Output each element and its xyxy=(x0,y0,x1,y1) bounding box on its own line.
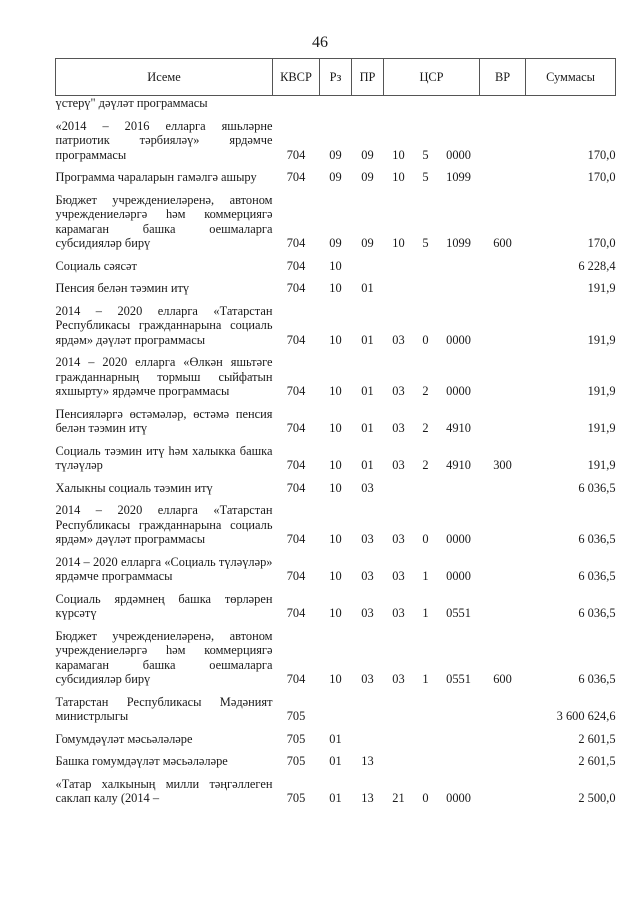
row-spacer-cell xyxy=(56,111,616,119)
row-spacer-cell xyxy=(56,399,616,407)
table-row xyxy=(56,170,616,185)
row-vr xyxy=(480,732,526,747)
row-spacer-cell xyxy=(56,251,616,259)
row-csr-subprogram: 5 xyxy=(422,236,429,250)
row-vr: 300 xyxy=(493,458,512,472)
row-name: 2014 – 2020 елларга «Татарстан Республикасы гражданнарына социаль ярдәм» дәүләт программасы xyxy=(55,503,273,546)
row-vr xyxy=(480,754,526,769)
row-name: Бюджет учреждениеләренә, автоном учреждениеләргә һәм коммерциягә карамаган башка оешмаларга субсидияләр бирү xyxy=(55,192,273,250)
row-pr xyxy=(352,695,384,724)
row-kvsr: 704 xyxy=(286,532,306,546)
table-row xyxy=(56,629,616,687)
row-kvsr: 704 xyxy=(286,281,306,295)
row-csr-direction: 4910 xyxy=(446,421,471,435)
row-kvsr: 704 xyxy=(286,569,306,583)
header-sum: Суммасы xyxy=(526,59,616,96)
row-csr-program: 03 xyxy=(392,421,405,435)
row-kvsr: 705 xyxy=(286,754,306,768)
table-row xyxy=(56,503,616,547)
row-vr xyxy=(480,119,526,163)
row-kvsr: 704 xyxy=(286,258,306,273)
row-vr xyxy=(480,355,526,399)
row-spacer-cell xyxy=(56,584,616,592)
row-kvsr: 704 xyxy=(286,480,306,495)
row-kvsr: 704 xyxy=(286,384,306,398)
row-name: Социаль ярдәмнең башка төрләрен күрсәтү xyxy=(55,591,273,620)
row-csr-subprogram: 5 xyxy=(422,170,429,184)
row-spacer-cell xyxy=(56,746,616,754)
row-rz: 10 xyxy=(329,332,342,347)
row-sum: 170,0 xyxy=(587,236,616,250)
row-csr-subprogram: 5 xyxy=(422,147,429,162)
row-sum: 170,0 xyxy=(587,147,616,162)
row-pr: 01 xyxy=(361,332,374,347)
row-name: Социаль тәэмин итү һәм халыкка башка түләүләр xyxy=(55,443,273,472)
row-name: 2014 – 2020 елларга «Татарстан Республикасы гражданнарына социаль ярдәм» дәүләт программасы xyxy=(55,303,273,347)
row-spacer xyxy=(56,111,616,119)
row-csr-program: 03 xyxy=(392,569,405,583)
row-vr xyxy=(480,695,526,724)
row-pr: 13 xyxy=(361,791,374,805)
row-spacer-cell xyxy=(56,687,616,695)
row-rz: 09 xyxy=(329,170,342,184)
row-csr-direction: 4910 xyxy=(446,458,471,472)
table-row xyxy=(56,193,616,251)
row-sum: 2 500,0 xyxy=(578,791,616,805)
row-csr-program: 10 xyxy=(392,147,405,162)
row-sum: 3 600 624,6 xyxy=(556,709,616,723)
row-sum: 191,9 xyxy=(587,281,616,295)
table-row xyxy=(56,754,616,769)
header-name: Исеме xyxy=(56,59,273,96)
row-vr xyxy=(480,555,526,584)
row-spacer xyxy=(56,436,616,444)
row-name: Социаль сәясәт xyxy=(55,258,137,273)
row-spacer-cell xyxy=(56,162,616,170)
row-rz: 10 xyxy=(329,672,342,686)
row-csr-subprogram: 0 xyxy=(422,532,429,546)
row-pr: 03 xyxy=(361,532,374,546)
row-sum: 170,0 xyxy=(587,170,616,184)
table-row xyxy=(56,96,616,111)
header-rz: Рз xyxy=(320,59,352,96)
row-csr-direction xyxy=(438,281,480,296)
row-pr: 03 xyxy=(361,569,374,583)
row-spacer xyxy=(56,347,616,355)
row-pr: 09 xyxy=(361,236,374,250)
row-spacer-cell xyxy=(56,347,616,355)
table-row xyxy=(56,777,616,806)
row-sum: 6 228,4 xyxy=(578,258,616,273)
row-rz: 10 xyxy=(329,458,342,472)
row-kvsr: 704 xyxy=(286,332,306,347)
row-spacer xyxy=(56,584,616,592)
row-spacer-cell xyxy=(56,724,616,732)
row-rz: 01 xyxy=(329,754,342,768)
row-name: 2014 – 2020 елларга «Өлкән яшьтәге гражданнарның тормыш сыйфатын яхшырту» ярдәмче программасы xyxy=(55,355,273,398)
row-sum: 191,9 xyxy=(587,421,616,435)
row-name: Пенсия белән тәэмин итү xyxy=(55,281,190,295)
row-pr xyxy=(352,732,384,747)
table-header-row xyxy=(56,59,616,96)
row-kvsr: 704 xyxy=(286,672,306,686)
row-csr-subprogram xyxy=(414,481,438,496)
row-kvsr: 704 xyxy=(286,606,306,620)
row-csr-subprogram xyxy=(414,695,438,724)
row-sum: 191,9 xyxy=(587,384,616,398)
page-number: 46 xyxy=(312,34,328,51)
row-csr-direction: 0000 xyxy=(446,332,471,347)
row-csr-direction: 0000 xyxy=(446,384,471,398)
row-kvsr: 704 xyxy=(286,147,306,162)
row-spacer xyxy=(56,473,616,481)
row-pr xyxy=(352,96,384,111)
table-row xyxy=(56,592,616,621)
row-csr-direction: 0000 xyxy=(446,791,471,805)
row-spacer xyxy=(56,399,616,407)
row-spacer xyxy=(56,251,616,259)
row-csr-direction: 0000 xyxy=(446,532,471,546)
row-csr-direction: 0551 xyxy=(446,672,471,686)
row-spacer-cell xyxy=(56,436,616,444)
row-spacer xyxy=(56,724,616,732)
row-spacer-cell xyxy=(56,185,616,193)
row-spacer-cell xyxy=(56,296,616,304)
row-csr-program xyxy=(384,695,414,724)
row-spacer xyxy=(56,162,616,170)
row-pr: 09 xyxy=(361,170,374,184)
row-kvsr: 705 xyxy=(286,709,306,723)
row-kvsr: 705 xyxy=(286,791,306,805)
row-csr-program: 10 xyxy=(392,236,405,250)
row-pr: 09 xyxy=(361,147,374,162)
row-csr-direction: 0000 xyxy=(446,147,471,162)
table-body xyxy=(56,96,616,806)
row-name: үстерү" дәүләт программасы xyxy=(55,96,208,110)
row-csr-subprogram xyxy=(414,281,438,296)
row-pr: 13 xyxy=(361,754,374,768)
row-csr-subprogram: 2 xyxy=(422,458,429,472)
row-csr-subprogram xyxy=(414,732,438,747)
row-rz: 10 xyxy=(329,532,342,546)
row-csr-subprogram xyxy=(414,754,438,769)
row-sum: 6 036,5 xyxy=(578,672,616,686)
row-csr-direction: 1099 xyxy=(446,236,471,250)
row-rz: 10 xyxy=(329,606,342,620)
row-csr-subprogram: 2 xyxy=(422,384,429,398)
header-pr: ПР xyxy=(352,59,384,96)
row-csr-direction: 0000 xyxy=(446,569,471,583)
row-sum: 2 601,5 xyxy=(578,731,616,746)
row-sum: 2 601,5 xyxy=(578,754,616,768)
row-sum: 191,9 xyxy=(587,458,616,472)
row-rz: 10 xyxy=(329,281,342,295)
row-name: Гомумдәүләт мәсьәләләре xyxy=(55,731,193,746)
row-csr-subprogram: 0 xyxy=(422,332,429,347)
row-name: Бюджет учреждениеләренә, автоном учреждениеләргә һәм коммерциягә карамаган башка оешмаларга субсидияләр бирү xyxy=(55,628,273,686)
row-csr-program xyxy=(384,96,414,111)
row-sum: 6 036,5 xyxy=(578,480,616,495)
row-csr-program xyxy=(384,481,414,496)
row-sum: 6 036,5 xyxy=(578,606,616,620)
row-vr xyxy=(480,407,526,436)
table-row xyxy=(56,732,616,747)
row-pr: 03 xyxy=(361,672,374,686)
row-rz: 01 xyxy=(329,791,342,805)
row-spacer xyxy=(56,185,616,193)
row-csr-program xyxy=(384,754,414,769)
row-vr xyxy=(480,481,526,496)
row-name: «Татар халкының милли тәңгәллеген саклап калу (2014 – xyxy=(55,776,273,805)
table-row xyxy=(56,355,616,399)
row-vr xyxy=(480,304,526,348)
row-sum: 6 036,5 xyxy=(578,569,616,583)
row-csr-program: 03 xyxy=(392,532,405,546)
row-spacer xyxy=(56,687,616,695)
row-sum xyxy=(526,96,616,111)
row-rz: 09 xyxy=(329,236,342,250)
row-pr: 01 xyxy=(361,281,374,295)
row-csr-program xyxy=(384,281,414,296)
row-vr xyxy=(480,170,526,185)
table-row xyxy=(56,304,616,348)
row-csr-subprogram xyxy=(414,96,438,111)
row-pr: 01 xyxy=(361,458,374,472)
row-spacer-cell xyxy=(56,769,616,777)
row-rz xyxy=(320,96,352,111)
header-csr: ЦСР xyxy=(384,59,480,96)
row-kvsr: 704 xyxy=(286,170,306,184)
row-vr: 600 xyxy=(493,672,512,686)
row-vr: 600 xyxy=(493,236,512,250)
row-rz: 10 xyxy=(329,384,342,398)
row-vr xyxy=(480,503,526,547)
row-csr-direction xyxy=(438,754,480,769)
row-pr: 03 xyxy=(361,606,374,620)
row-vr xyxy=(480,96,526,111)
row-csr-program: 03 xyxy=(392,458,405,472)
row-csr-program: 03 xyxy=(392,384,405,398)
row-name: Татарстан Республикасы Мәдәният министрлыгы xyxy=(55,694,273,723)
row-kvsr: 704 xyxy=(286,236,306,250)
row-csr-direction xyxy=(438,259,480,274)
row-csr-program: 21 xyxy=(392,791,405,805)
row-spacer xyxy=(56,296,616,304)
row-csr-program xyxy=(384,732,414,747)
row-csr-program xyxy=(384,259,414,274)
row-pr xyxy=(352,259,384,274)
row-pr: 01 xyxy=(361,421,374,435)
row-spacer xyxy=(56,746,616,754)
table-row xyxy=(56,555,616,584)
row-csr-direction: 0551 xyxy=(446,606,471,620)
row-kvsr: 705 xyxy=(286,731,306,746)
header-vr: ВР xyxy=(480,59,526,96)
row-rz xyxy=(320,695,352,724)
row-sum: 6 036,5 xyxy=(578,532,616,546)
row-rz: 10 xyxy=(329,480,342,495)
row-csr-subprogram xyxy=(414,259,438,274)
row-vr xyxy=(480,281,526,296)
row-name: Пенсияләргә өстәмәләр, өстәмә пенсия белән тәэмин итү xyxy=(55,406,273,435)
row-csr-subprogram: 0 xyxy=(422,791,429,805)
row-name: Башка гомумдәүләт мәсьәләләре xyxy=(55,754,228,768)
header-kvsr: КВСР xyxy=(273,59,320,96)
row-csr-direction xyxy=(438,96,480,111)
row-spacer xyxy=(56,273,616,281)
table-row xyxy=(56,481,616,496)
table-row xyxy=(56,444,616,473)
table-row xyxy=(56,259,616,274)
row-csr-program: 03 xyxy=(392,332,405,347)
row-csr-program: 03 xyxy=(392,606,405,620)
row-name: Программа чараларын гамәлгә ашыру xyxy=(55,170,257,184)
row-csr-direction xyxy=(438,732,480,747)
row-kvsr xyxy=(273,96,320,111)
row-csr-subprogram: 2 xyxy=(422,421,429,435)
row-name: «2014 – 2016 елларга яшьләрне патриотик тәрбияләү» ярдәмче программасы xyxy=(55,118,273,162)
row-vr xyxy=(480,259,526,274)
row-pr: 03 xyxy=(361,480,374,495)
table-row xyxy=(56,119,616,163)
table-row xyxy=(56,695,616,724)
row-spacer-cell xyxy=(56,273,616,281)
budget-table xyxy=(55,58,616,806)
row-csr-subprogram: 1 xyxy=(422,672,429,686)
row-spacer-cell xyxy=(56,473,616,481)
row-spacer xyxy=(56,547,616,555)
row-vr xyxy=(480,777,526,806)
row-spacer xyxy=(56,495,616,503)
row-rz: 10 xyxy=(329,258,342,273)
row-spacer xyxy=(56,621,616,629)
row-csr-program: 10 xyxy=(392,170,405,184)
row-csr-direction xyxy=(438,695,480,724)
row-csr-program: 03 xyxy=(392,672,405,686)
row-csr-subprogram: 1 xyxy=(422,606,429,620)
row-spacer-cell xyxy=(56,547,616,555)
row-spacer xyxy=(56,769,616,777)
row-rz: 10 xyxy=(329,569,342,583)
row-rz: 10 xyxy=(329,421,342,435)
row-name: Халыкны социаль тәэмин итү xyxy=(55,480,213,495)
row-sum: 191,9 xyxy=(587,332,616,347)
row-kvsr: 704 xyxy=(286,421,306,435)
row-pr: 01 xyxy=(361,384,374,398)
row-name: 2014 – 2020 елларга «Социаль түләүләр» ярдәмче программасы xyxy=(55,554,273,583)
row-kvsr: 704 xyxy=(286,458,306,472)
row-rz: 09 xyxy=(329,147,342,162)
row-rz: 01 xyxy=(329,731,342,746)
row-vr xyxy=(480,592,526,621)
table-row xyxy=(56,281,616,296)
row-csr-direction xyxy=(438,481,480,496)
table-row xyxy=(56,407,616,436)
row-csr-direction: 1099 xyxy=(446,170,471,184)
row-csr-subprogram: 1 xyxy=(422,569,429,583)
row-spacer-cell xyxy=(56,621,616,629)
row-spacer-cell xyxy=(56,495,616,503)
